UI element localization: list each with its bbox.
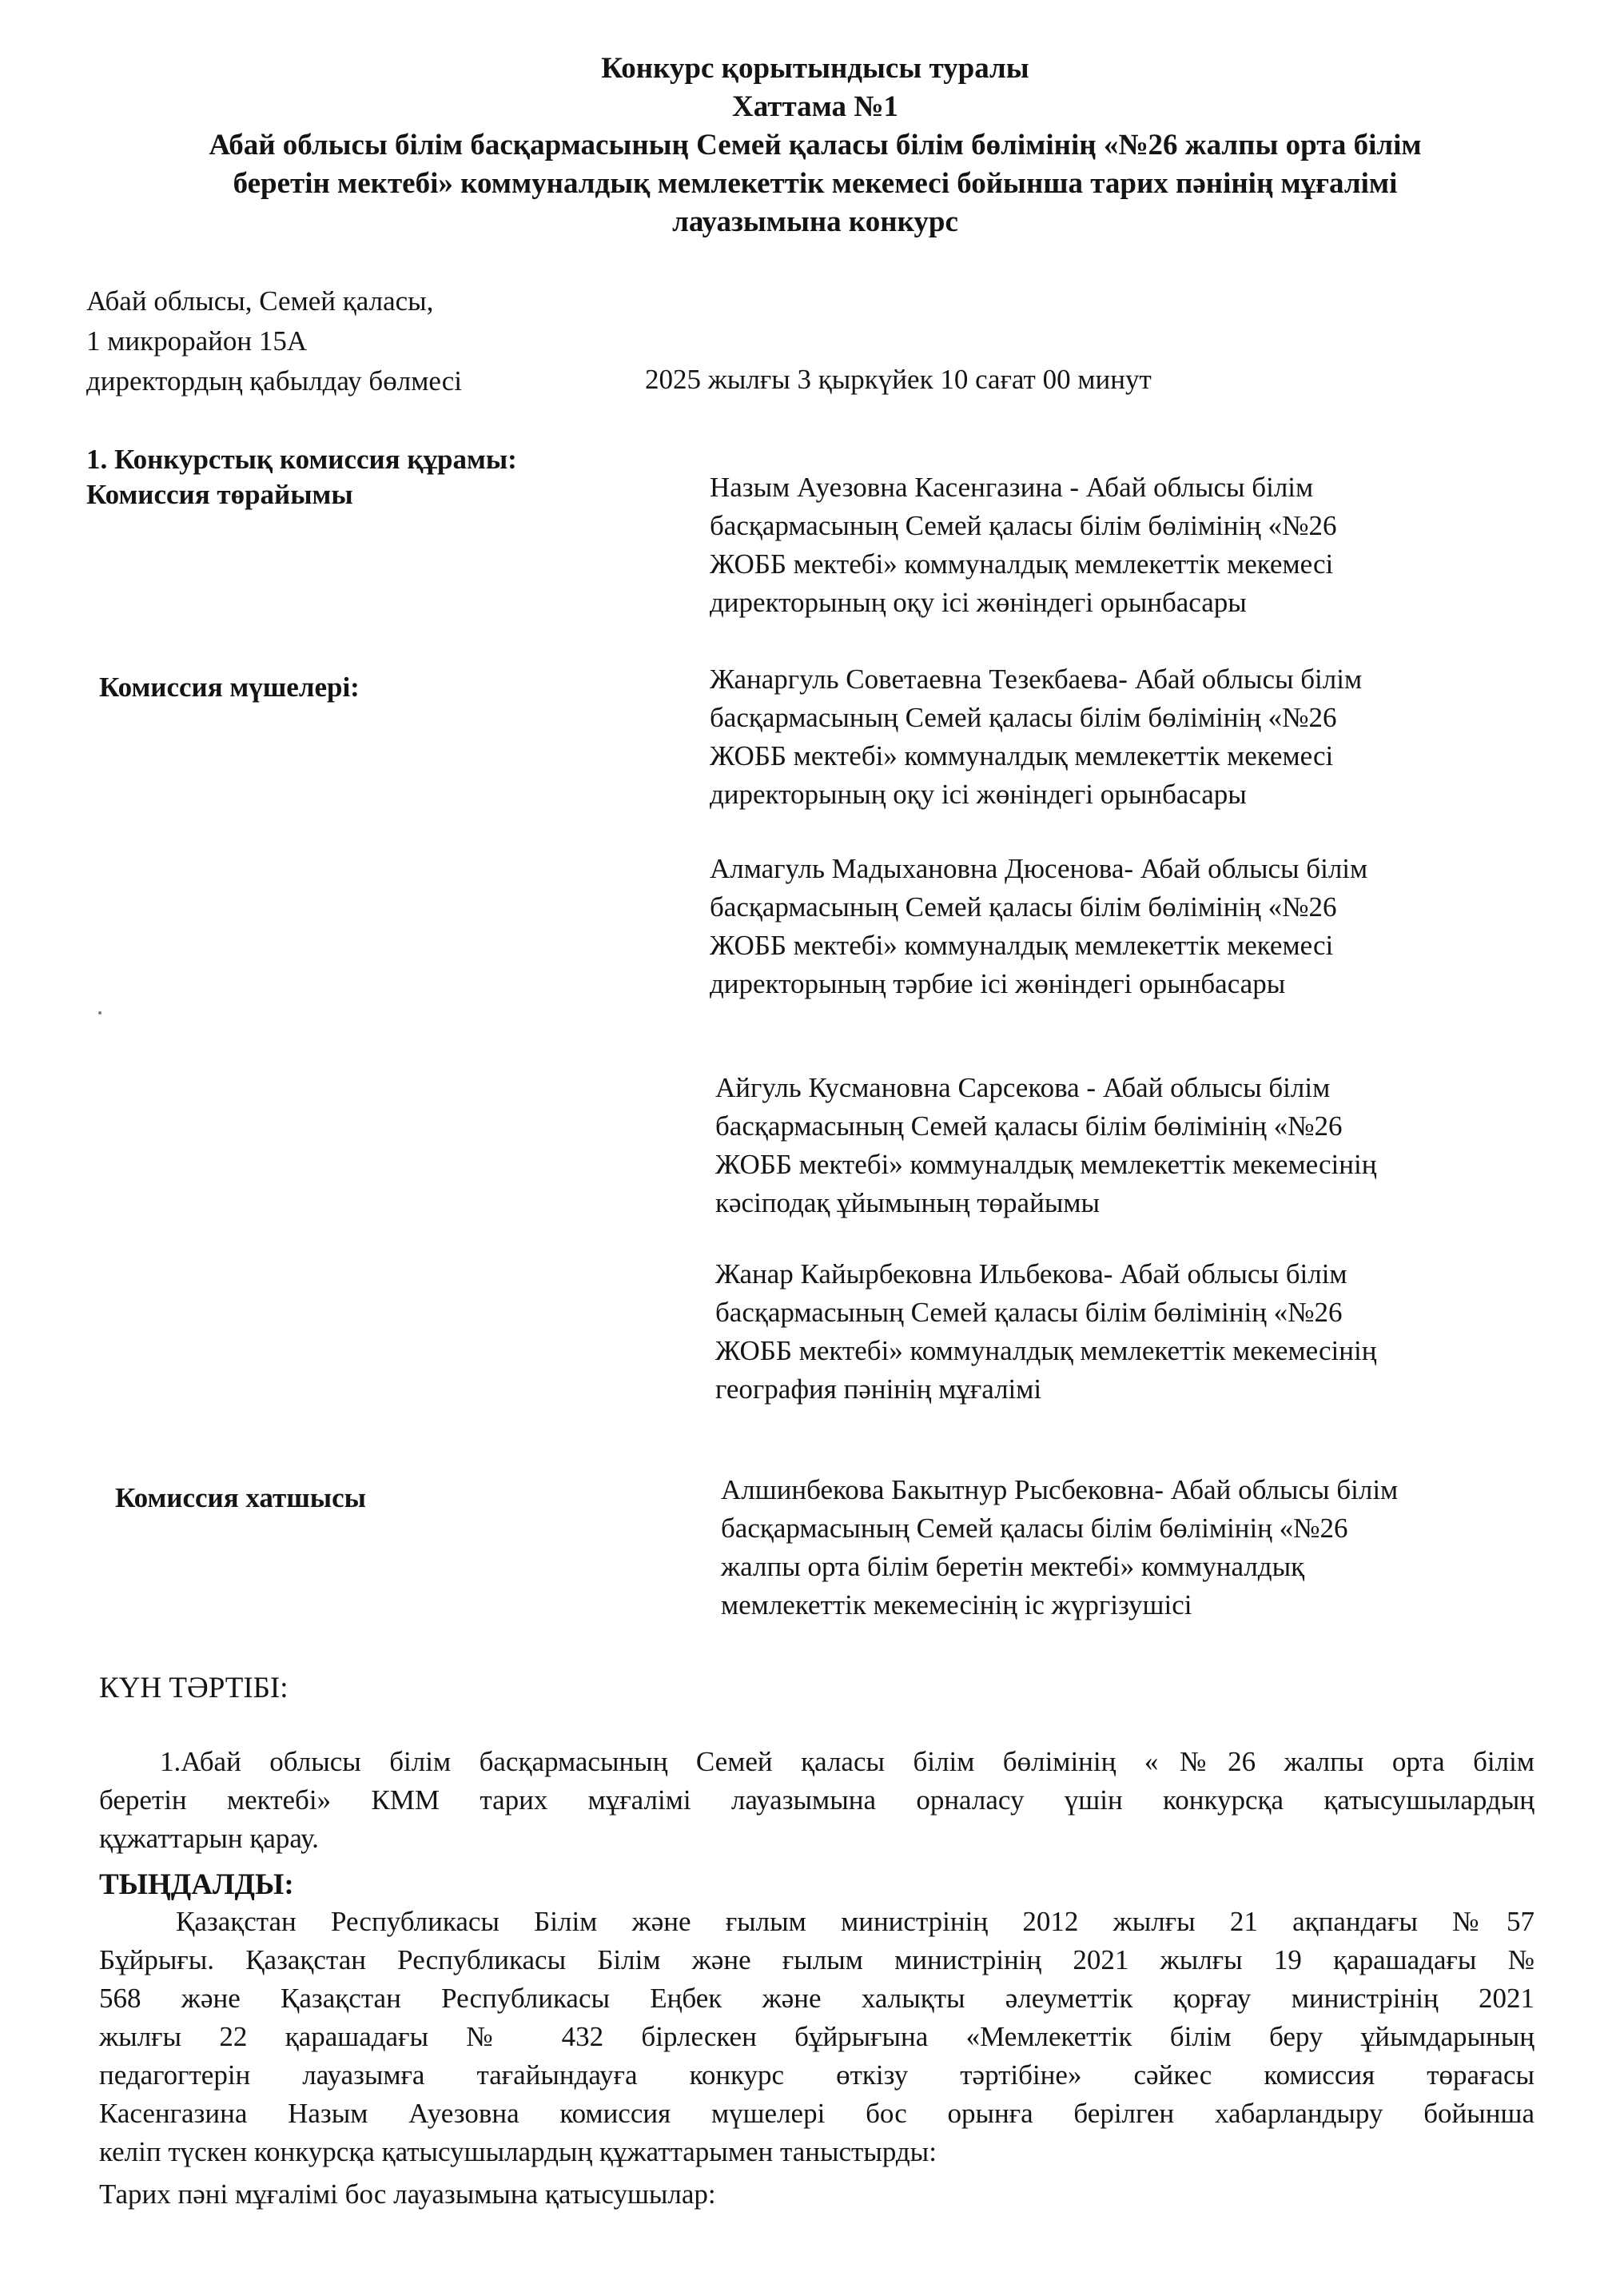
commission-section-title: 1. Конкурстық комиссия құрамы: (86, 444, 517, 475)
agenda-paragraph (99, 1743, 1534, 1858)
member-line: кәсіподақ ұйымының төрайымы (715, 1187, 1100, 1218)
participants-line: Тарих пәні мұғалімі бос лауазымына қатысушылар: (99, 2178, 716, 2210)
header-subject-line: Абай облысы білім басқармасының Семей қаласы білім бөлімінің «№26 жалпы орта білім (209, 129, 1422, 161)
place-line: директордың қабылдау бөлмесі (86, 365, 463, 397)
heard-title: ТЫҢДАЛДЫ: (99, 1868, 294, 1901)
heard-paragraph (99, 1903, 1534, 2171)
scan-speck (98, 1011, 102, 1014)
header-title: Конкурс қорытындысы туралы (601, 52, 1029, 85)
member-line: география пәнінің мұғалімі (715, 1373, 1042, 1405)
chair-role-label: Комиссия төрайымы (86, 479, 353, 510)
document-header (80, 50, 1550, 241)
agenda-line: беретін мектебі» КММ тарих мұғалімі лауазымына орналасу үшін конкурсқа қатысушылардың (99, 1784, 1534, 1816)
member-line: директорының оқу ісі жөніндегі орынбасары (710, 779, 1247, 810)
member-line: басқармасының Семей қаласы білім бөлімінің «№26 (710, 891, 1337, 923)
heard-line: Касенгазина Назым Ауезовна комиссия мүшелері бос орынға берілген хабарландыру бойынша (99, 2098, 1534, 2129)
member-line: ЖОББ мектебі» коммуналдық мемлекеттік мекемесінің (715, 1335, 1377, 1366)
member-line: басқармасының Семей қаласы білім бөлімінің «№26 (721, 1513, 1348, 1544)
member-line: ЖОББ мектебі» коммуналдық мемлекеттік мекемесі (710, 548, 1334, 580)
agenda-line: құжаттарын қарау. (99, 1823, 319, 1854)
member-line: Жанаргуль Советаевна Тезекбаева- Абай облысы білім (710, 664, 1363, 695)
member-line: Алмагуль Мадыхановна Дюсенова- Абай облысы білім (710, 853, 1368, 884)
member-description (715, 1069, 1562, 1222)
heard-line: Бұйрығы. Қазақстан Республикасы Білім және ғылым министрінің 2021 жылғы 19 қарашадағы № (99, 1944, 1534, 1975)
place-line: 1 микрорайон 15А (86, 325, 308, 357)
agenda-title: КҮН ТӘРТІБІ: (99, 1672, 289, 1704)
protocol-number: Хаттама №1 (732, 90, 898, 123)
member-line: жалпы орта білім беретін мектебі» коммуналдық (721, 1551, 1305, 1582)
member-line: Назым Ауезовна Касенгазина - Абай облысы білім (710, 472, 1314, 503)
header-subject-line: беретін мектебі» коммуналдық мемлекеттік мекемесі бойынша тарих пәнінің мұғалімі (233, 167, 1398, 200)
heard-line: келіп түскен конкурсқа қатысушылардың құжаттарымен таныстырды: (99, 2136, 937, 2167)
heard-line: Қазақстан Республикасы Білім және ғылым министрінің 2012 жылғы 21 ақпандағы №57 (176, 1906, 1534, 1937)
member-line: директорының оқу ісі жөніндегі орынбасары (710, 587, 1247, 618)
member-description (710, 850, 1557, 1003)
heard-line: педагогтерін лауазымға тағайындауға конкурс өткізу тәртібіне» сәйкес комиссия төрағасы (99, 2059, 1534, 2091)
member-line: басқармасының Семей қаласы білім бөлімінің «№26 (710, 510, 1337, 541)
secretary-description (721, 1471, 1568, 1624)
member-line: мемлекеттік мекемесінің іс жүргізушісі (721, 1589, 1192, 1620)
chair-description (710, 468, 1557, 622)
member-line: Алшинбекова Бакытнур Рысбековна- Абай облысы білім (721, 1474, 1399, 1505)
agenda-line: 1.Абай облысы білім басқармасының Семей қаласы білім бөлімінің «№26 жалпы орта білім (160, 1746, 1534, 1777)
header-subject-line: лауазымына конкурс (672, 205, 958, 238)
member-line: директорының тәрбие ісі жөніндегі орынбасары (710, 968, 1286, 999)
member-line: ЖОББ мектебі» коммуналдық мемлекеттік мекемесі (710, 740, 1334, 771)
member-line: ЖОББ мектебі» коммуналдық мемлекеттік мекемесі (710, 930, 1334, 961)
member-line: басқармасының Семей қаласы білім бөлімінің «№26 (710, 702, 1337, 733)
member-description (710, 660, 1557, 814)
member-line: басқармасының Семей қаласы білім бөлімінің «№26 (715, 1297, 1343, 1328)
member-line: Жанар Кайырбековна Ильбекова- Абай облысы білім (715, 1258, 1347, 1290)
heard-line: 568 және Қазақстан Республикасы Еңбек және халықты әлеуметтік қорғау министрінің 2021 (99, 1983, 1534, 2014)
member-line: басқармасының Семей қаласы білім бөлімінің «№26 (715, 1110, 1343, 1142)
heard-line: жылғы 22 қарашадағы № 432 бірлескен бұйрығына «Мемлекеттік білім беру ұйымдарының (99, 2021, 1534, 2052)
member-line: Айгуль Кусмановна Сарсекова - Абай облысы білім (715, 1072, 1331, 1103)
meeting-datetime: 2025 жылғы 3 қыркүйек 10 сағат 00 минут (645, 364, 1152, 395)
member-description (715, 1255, 1562, 1409)
member-line: ЖОББ мектебі» коммуналдық мемлекеттік мекемесінің (715, 1149, 1377, 1180)
secretary-role-label: Комиссия хатшысы (115, 1482, 366, 1513)
meeting-place (86, 281, 462, 401)
members-role-label: Комиссия мүшелері: (99, 672, 360, 703)
place-line: Абай облысы, Семей қаласы, (86, 285, 434, 317)
